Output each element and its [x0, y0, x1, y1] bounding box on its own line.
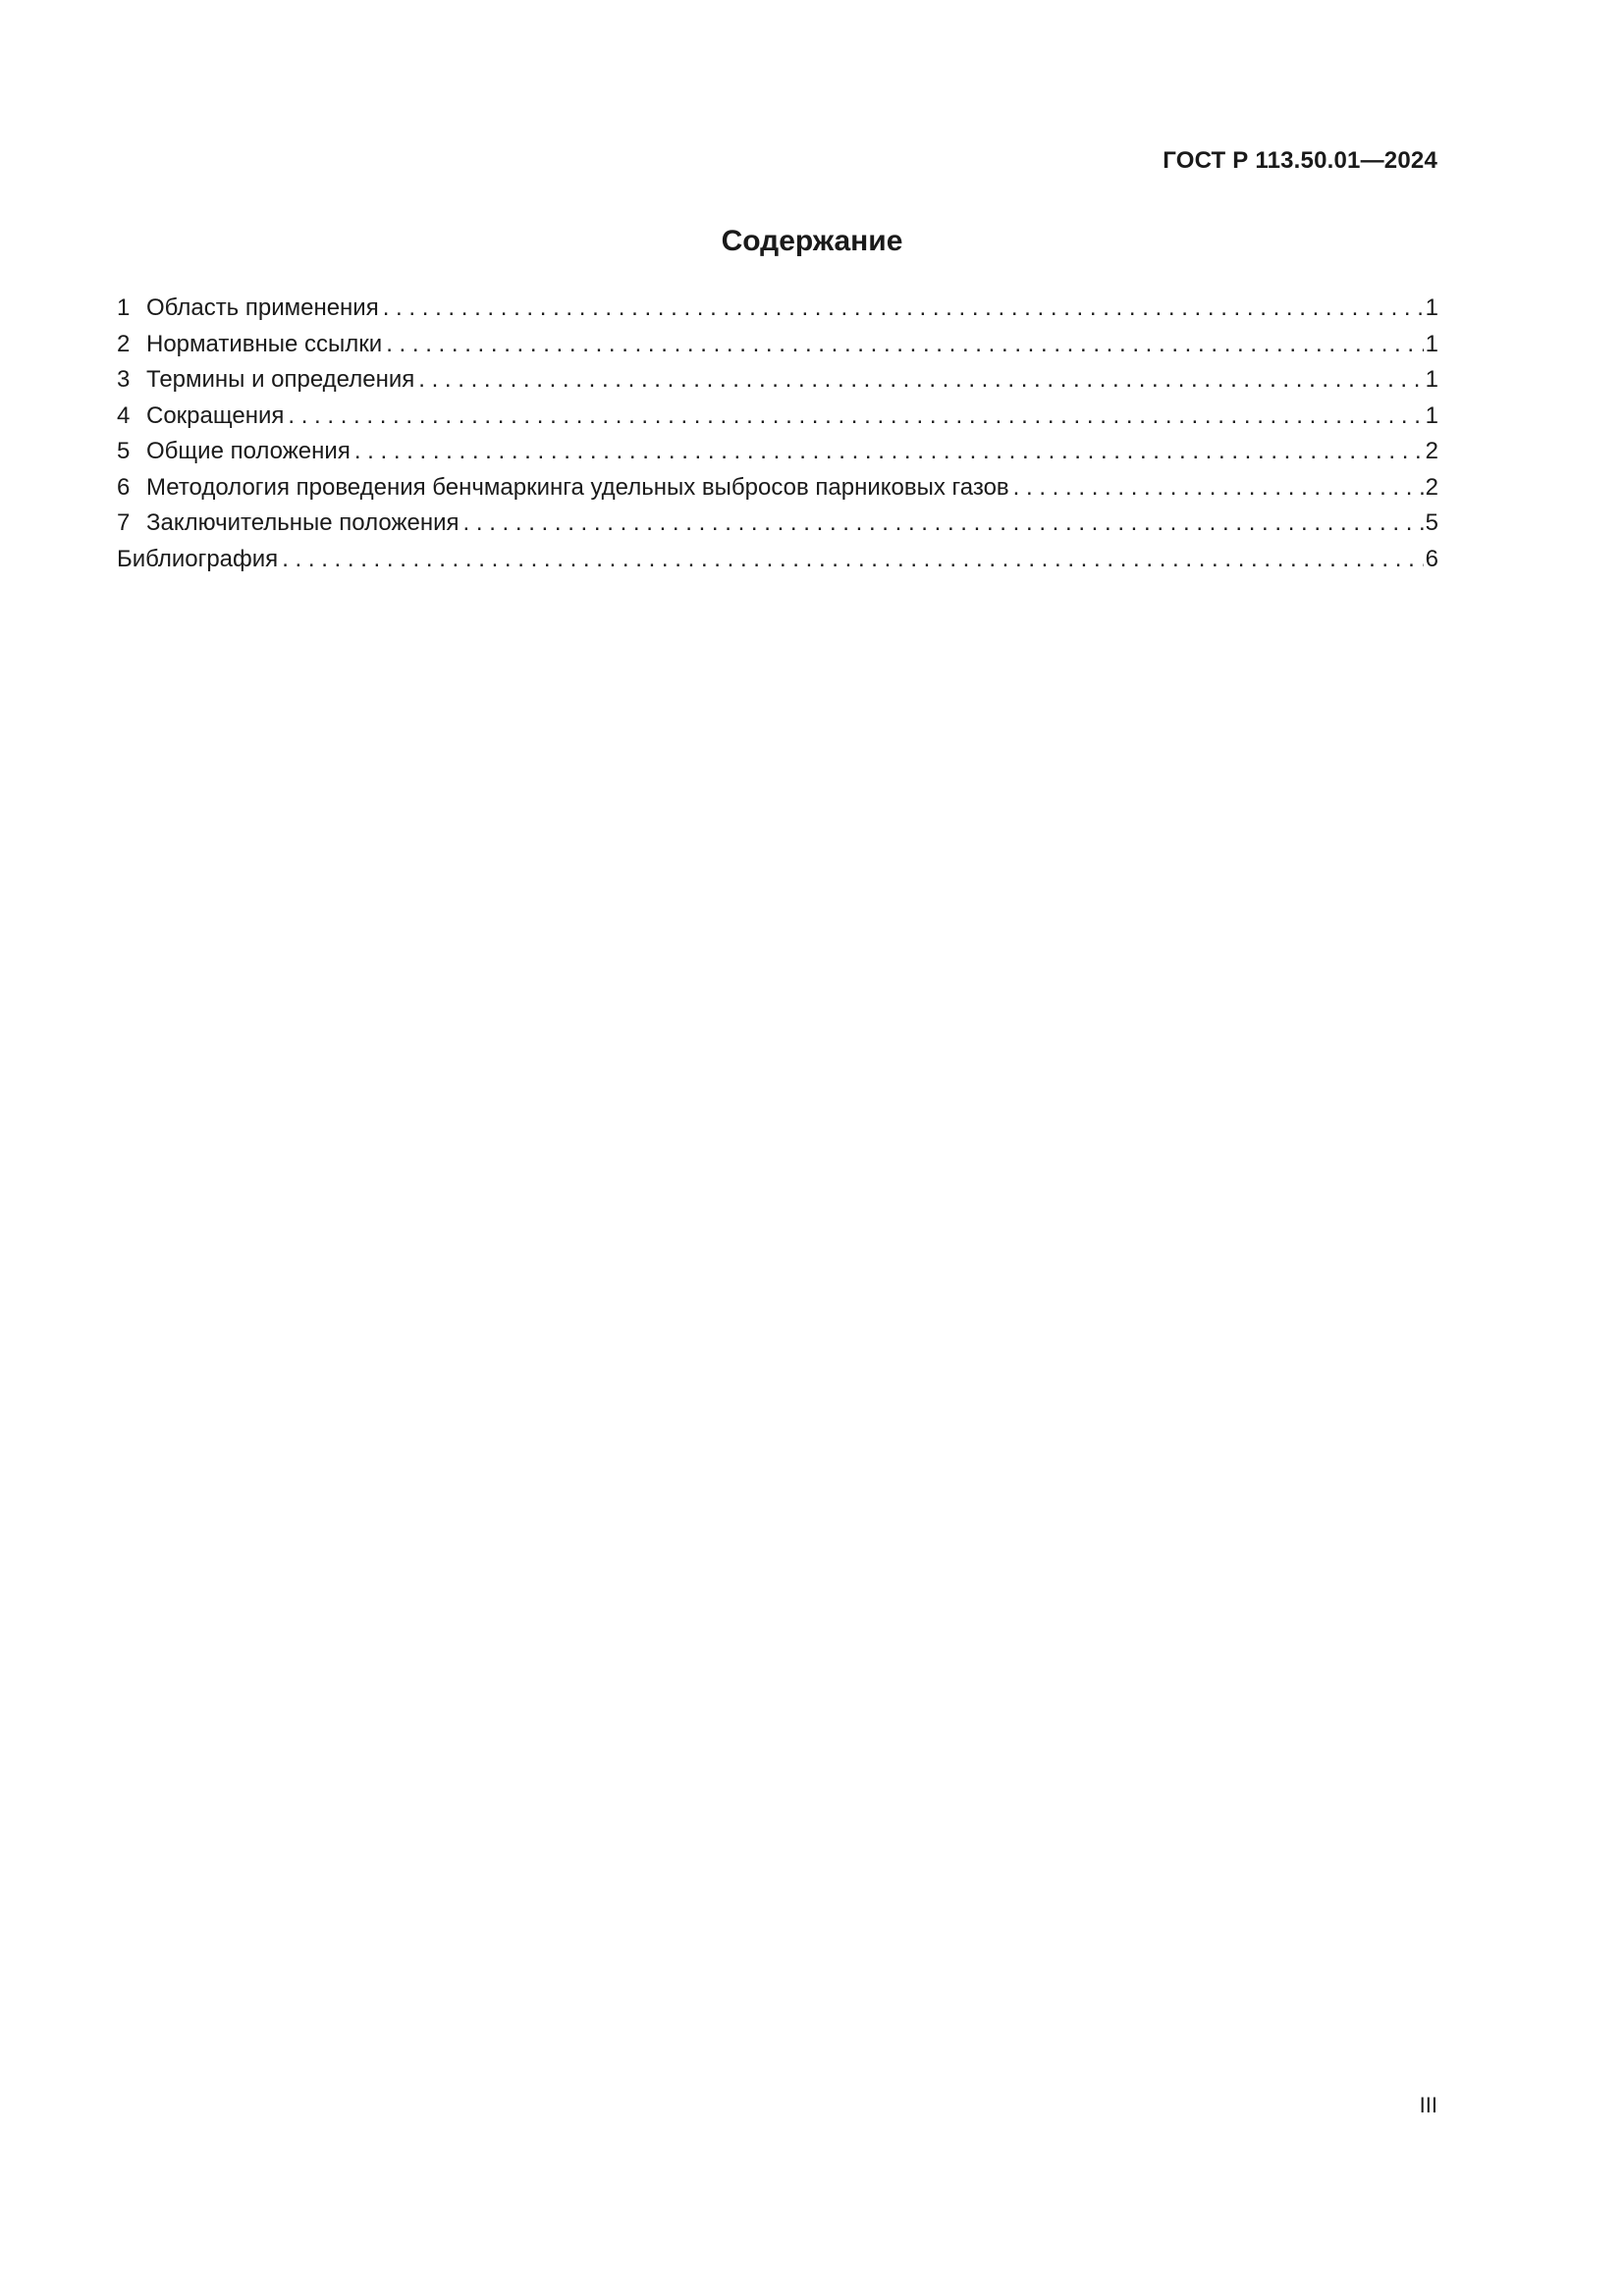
toc-item-number: 5 [117, 438, 131, 464]
toc-item-page: 2 [1425, 438, 1438, 464]
toc-item-number: 1 [117, 294, 131, 321]
toc-item-number: 4 [117, 401, 131, 429]
toc-item-page: 2 [1425, 473, 1438, 501]
toc-item-label: Область применения [146, 294, 379, 321]
toc-item-label: Заключительные положения [146, 509, 460, 536]
toc-leader-dots [288, 399, 1423, 435]
toc-item-label: Библиография [117, 545, 279, 572]
toc-item-number: 7 [117, 509, 131, 536]
toc-item-label: Сокращения [146, 401, 285, 429]
toc-leader-dots [282, 542, 1423, 578]
toc-leader-dots [383, 291, 1424, 327]
page-number: III [1419, 2093, 1437, 2117]
toc-leader-dots [418, 362, 1423, 399]
toc-leader-dots [463, 506, 1424, 542]
toc-item[interactable] [117, 327, 1438, 363]
document-code: ГОСТ Р 113.50.01—2024 [1163, 147, 1437, 174]
toc-item-label: Нормативные ссылки [146, 330, 383, 357]
toc-leader-dots [1013, 470, 1424, 507]
toc-leader-dots [354, 434, 1424, 470]
toc-item-label: Методология проведения бенчмаркинга удельных выбросов парниковых газов [146, 473, 1009, 501]
toc-item-number: 6 [117, 473, 131, 501]
toc-item[interactable] [117, 470, 1438, 507]
toc-item-page: 1 [1425, 294, 1438, 321]
toc-item[interactable] [117, 291, 1438, 327]
toc-leader-dots [386, 327, 1423, 363]
table-of-contents [117, 291, 1438, 577]
toc-item-label: Термины и определения [146, 366, 415, 393]
toc-item-page: 1 [1425, 401, 1438, 429]
toc-title: Содержание [721, 225, 903, 257]
toc-item-number: 3 [117, 366, 131, 393]
toc-item-number: 2 [117, 330, 131, 357]
toc-item[interactable] [117, 506, 1438, 542]
toc-item[interactable] [117, 399, 1438, 435]
toc-item-label: Общие положения [146, 438, 351, 464]
toc-item-page: 1 [1425, 366, 1438, 393]
toc-item[interactable] [117, 434, 1438, 470]
toc-item-page: 1 [1425, 330, 1438, 357]
toc-item-bibliography[interactable] [117, 542, 1438, 578]
toc-item-page: 5 [1425, 509, 1438, 536]
toc-item-page: 6 [1425, 545, 1438, 572]
toc-item[interactable] [117, 362, 1438, 399]
